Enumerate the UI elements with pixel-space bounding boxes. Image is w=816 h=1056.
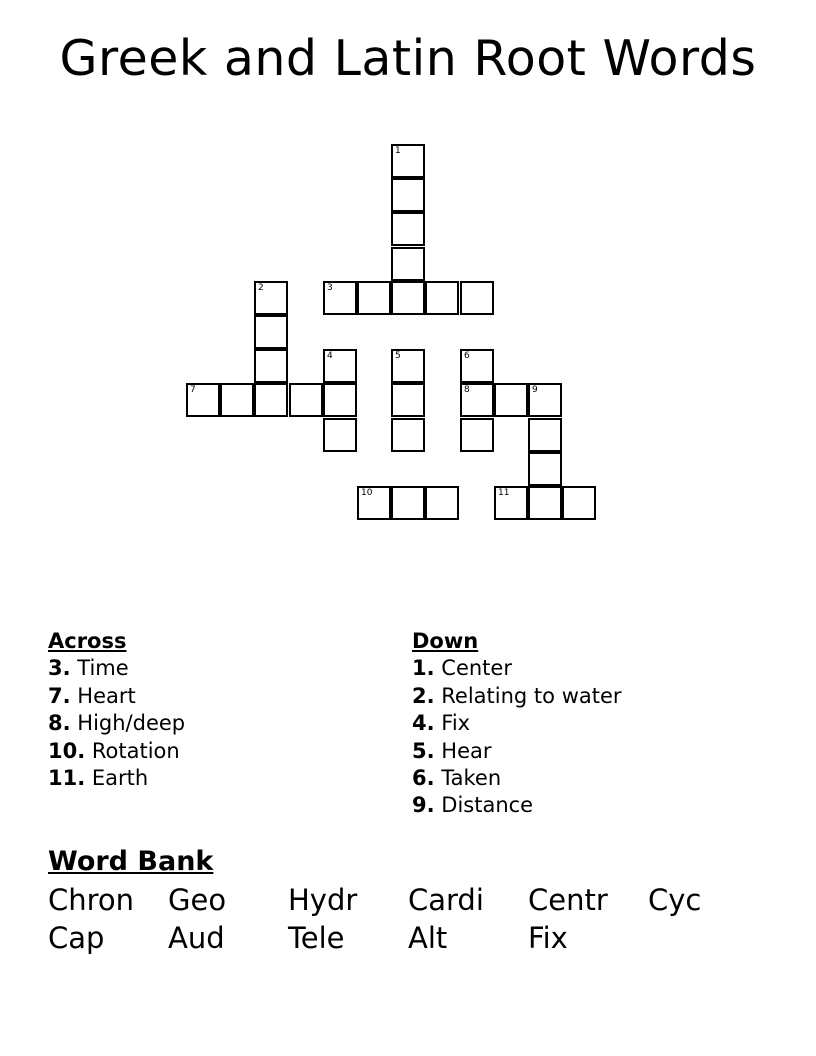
- crossword-cell[interactable]: [425, 486, 459, 520]
- crossword-cell[interactable]: [391, 349, 425, 383]
- clue-number: 11: [498, 488, 510, 498]
- crossword-cell[interactable]: [391, 281, 425, 315]
- across-clue: 3. Time: [48, 656, 129, 681]
- clue-number: 10: [361, 488, 373, 498]
- crossword-cell[interactable]: [391, 418, 425, 452]
- crossword-cell[interactable]: [391, 383, 425, 417]
- word-bank-item: Aud: [168, 921, 225, 955]
- across-clue: 8. High/deep: [48, 711, 186, 736]
- word-bank-item: Fix: [528, 921, 568, 955]
- across-clue: 11. Earth: [48, 766, 149, 791]
- crossword-cell[interactable]: [460, 281, 494, 315]
- across-clue: 7. Heart: [48, 683, 136, 708]
- word-bank-title: Word Bank: [48, 846, 214, 877]
- crossword-cell[interactable]: [357, 486, 391, 520]
- crossword-cell[interactable]: [220, 383, 254, 417]
- clue-number: 9: [532, 385, 538, 395]
- word-bank-item: Cyc: [648, 883, 702, 917]
- word-bank-item: Geo: [168, 883, 227, 917]
- crossword-cell[interactable]: [528, 383, 562, 417]
- page-title: Greek and Latin Root Words: [59, 30, 757, 87]
- crossword-cell[interactable]: [254, 281, 288, 315]
- down-clue: 4. Fix: [412, 711, 471, 736]
- crossword-cell[interactable]: [528, 418, 562, 452]
- crossword-cell[interactable]: [494, 383, 528, 417]
- across-clue: 10. Rotation: [48, 738, 180, 763]
- word-bank-item: Tele: [288, 921, 345, 955]
- across-clues: [48, 628, 185, 792]
- across-heading: Across: [48, 629, 127, 653]
- word-bank-item: Centr: [528, 883, 608, 917]
- down-clue: 9. Distance: [412, 793, 534, 818]
- crossword-cell[interactable]: [391, 178, 425, 212]
- word-bank-item: Alt: [408, 921, 448, 955]
- crossword-cell[interactable]: [391, 212, 425, 246]
- clue-number: 2: [258, 283, 264, 293]
- word-bank-item: Chron: [48, 883, 135, 917]
- clue-number: 8: [464, 385, 470, 395]
- clue-number: 1: [395, 146, 401, 156]
- crossword-cell[interactable]: [528, 486, 562, 520]
- crossword-cell[interactable]: [323, 383, 357, 417]
- down-clue: 2. Relating to water: [412, 683, 622, 708]
- clue-number: 4: [327, 351, 333, 361]
- crossword-cell[interactable]: [323, 281, 357, 315]
- word-bank-item: Cap: [48, 921, 105, 955]
- word-bank-item: Hydr: [288, 883, 358, 917]
- crossword-cell[interactable]: [391, 144, 425, 178]
- crossword-cell[interactable]: [186, 383, 220, 417]
- crossword-cell[interactable]: [323, 349, 357, 383]
- crossword-cell[interactable]: [254, 383, 288, 417]
- crossword-cell[interactable]: [254, 349, 288, 383]
- crossword-cell[interactable]: [528, 452, 562, 486]
- crossword-cell[interactable]: [425, 281, 459, 315]
- crossword-cell[interactable]: [562, 486, 596, 520]
- down-clue: 5. Hear: [412, 738, 492, 763]
- word-bank-item: Cardi: [408, 883, 484, 917]
- clue-number: 5: [395, 351, 401, 361]
- down-clue: 6. Taken: [412, 766, 502, 791]
- crossword-cell[interactable]: [391, 486, 425, 520]
- crossword-cell[interactable]: [254, 315, 288, 349]
- crossword-cell[interactable]: [460, 418, 494, 452]
- crossword-cell[interactable]: [494, 486, 528, 520]
- down-clues: [412, 628, 622, 820]
- crossword-cell[interactable]: [357, 281, 391, 315]
- down-clue: 1. Center: [412, 656, 512, 681]
- crossword-cell[interactable]: [460, 383, 494, 417]
- crossword-cell[interactable]: [391, 247, 425, 281]
- crossword-cell[interactable]: [460, 349, 494, 383]
- crossword-cell[interactable]: [323, 418, 357, 452]
- clue-number: 7: [190, 385, 196, 395]
- clue-number: 6: [464, 351, 470, 361]
- clue-number: 3: [327, 283, 333, 293]
- crossword-cell[interactable]: [289, 383, 323, 417]
- down-heading: Down: [412, 629, 479, 653]
